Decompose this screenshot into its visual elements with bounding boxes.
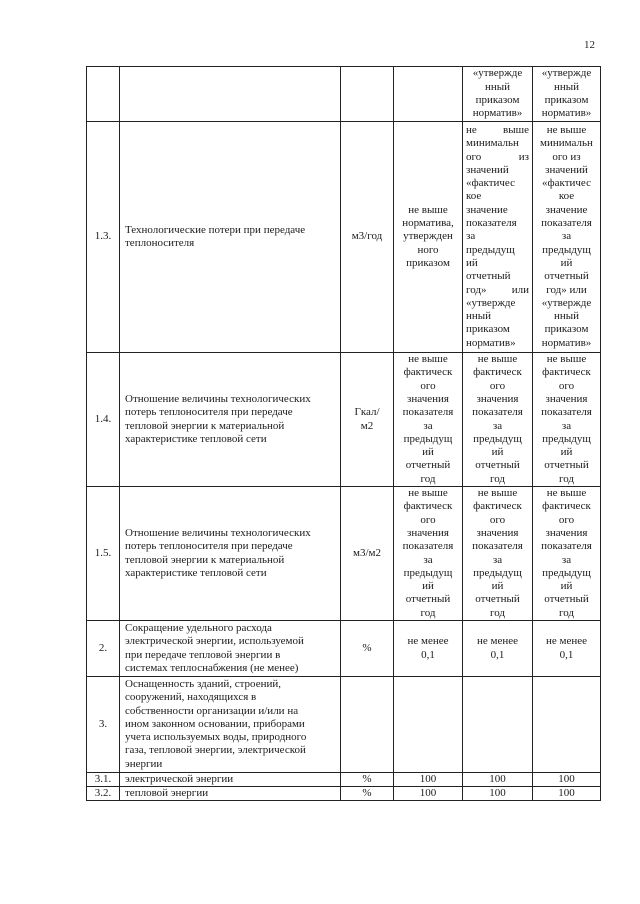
value-col-2 xyxy=(463,677,533,773)
value-col-3: не выше минимальн ого из значений «фактичес кое значение показателя за предыдущ ий отчетный год» или «утвержде нный приказом норматив» xyxy=(533,122,601,353)
table-row xyxy=(87,353,601,487)
unit xyxy=(341,67,394,122)
value-col-2: не менее 0,1 xyxy=(463,621,533,677)
value-col-3: не выше фактическ ого значения показателя за предыдущ ий отчетный год xyxy=(533,487,601,621)
unit: м3/м2 xyxy=(341,487,394,621)
unit: м3/год xyxy=(341,122,394,353)
indicator-name: Отношение величины технологических потерь теплоносителя при передаче тепловой энергии к материальной характеристике тепловой сети xyxy=(120,353,341,487)
table-row xyxy=(87,122,601,353)
row-number: 3.1. xyxy=(87,773,120,787)
indicator-name: Оснащенность зданий, строений, сооружений, находящихся в собственности организации и/или на ином законном основании, приборами учета используемых воды, природного газа, тепловой энергии, электрической энергии xyxy=(120,677,341,773)
value-col-1: не менее 0,1 xyxy=(394,621,463,677)
value-col-2: не выше фактическ ого значения показателя за предыдущ ий отчетный год xyxy=(463,353,533,487)
table-row xyxy=(87,67,601,122)
unit: Гкал/ м2 xyxy=(341,353,394,487)
table-row xyxy=(87,621,601,677)
table-row xyxy=(87,677,601,773)
value-col-1: не выше фактическ ого значения показателя за предыдущ ий отчетный год xyxy=(394,487,463,621)
indicator-name: Сокращение удельного расхода электрической энергии, используемой при передаче тепловой энергии в системах теплоснабжения (не менее) xyxy=(120,621,341,677)
indicator-name: Технологические потери при передаче теплоносителя xyxy=(120,122,341,353)
table-row xyxy=(87,787,601,801)
table-body xyxy=(87,67,601,801)
value-col-2: «утвержде нный приказом норматив» xyxy=(463,67,533,122)
indicator-name: тепловой энергии xyxy=(120,787,341,801)
row-number: 1.3. xyxy=(87,122,120,353)
value-col-2: не выше фактическ ого значения показателя за предыдущ ий отчетный год xyxy=(463,487,533,621)
indicators-table xyxy=(86,66,601,801)
row-number: 1.5. xyxy=(87,487,120,621)
unit: % xyxy=(341,787,394,801)
value-col-1: 100 xyxy=(394,773,463,787)
value-col-1: не выше норматива, утвержден ного приказом xyxy=(394,122,463,353)
value-col-2: 100 xyxy=(463,773,533,787)
value-col-3 xyxy=(533,677,601,773)
table-row xyxy=(87,487,601,621)
indicator-name: электрической энергии xyxy=(120,773,341,787)
row-number: 1.4. xyxy=(87,353,120,487)
page-number: 12 xyxy=(584,39,595,51)
value-col-1 xyxy=(394,67,463,122)
unit xyxy=(341,677,394,773)
table-row xyxy=(87,773,601,787)
row-number: 3. xyxy=(87,677,120,773)
value-col-3: 100 xyxy=(533,773,601,787)
value-col-1 xyxy=(394,677,463,773)
unit: % xyxy=(341,773,394,787)
row-number xyxy=(87,67,120,122)
value-col-3: «утвержде нный приказом норматив» xyxy=(533,67,601,122)
value-col-2: не выше минимальн ого из значений «фактичес кое значение показателя за предыдущ ий отчетный год» или «утвержде нный приказом норматив» xyxy=(463,122,533,353)
value-col-1: не выше фактическ ого значения показателя за предыдущ ий отчетный год xyxy=(394,353,463,487)
value-col-3: 100 xyxy=(533,787,601,801)
value-col-3: не менее 0,1 xyxy=(533,621,601,677)
unit: % xyxy=(341,621,394,677)
indicator-name: Отношение величины технологических потерь теплоносителя при передаче тепловой энергии к материальной характеристике тепловой сети xyxy=(120,487,341,621)
value-col-1: 100 xyxy=(394,787,463,801)
row-number: 2. xyxy=(87,621,120,677)
row-number: 3.2. xyxy=(87,787,120,801)
value-col-3: не выше фактическ ого значения показателя за предыдущ ий отчетный год xyxy=(533,353,601,487)
indicator-name xyxy=(120,67,341,122)
value-col-2: 100 xyxy=(463,787,533,801)
